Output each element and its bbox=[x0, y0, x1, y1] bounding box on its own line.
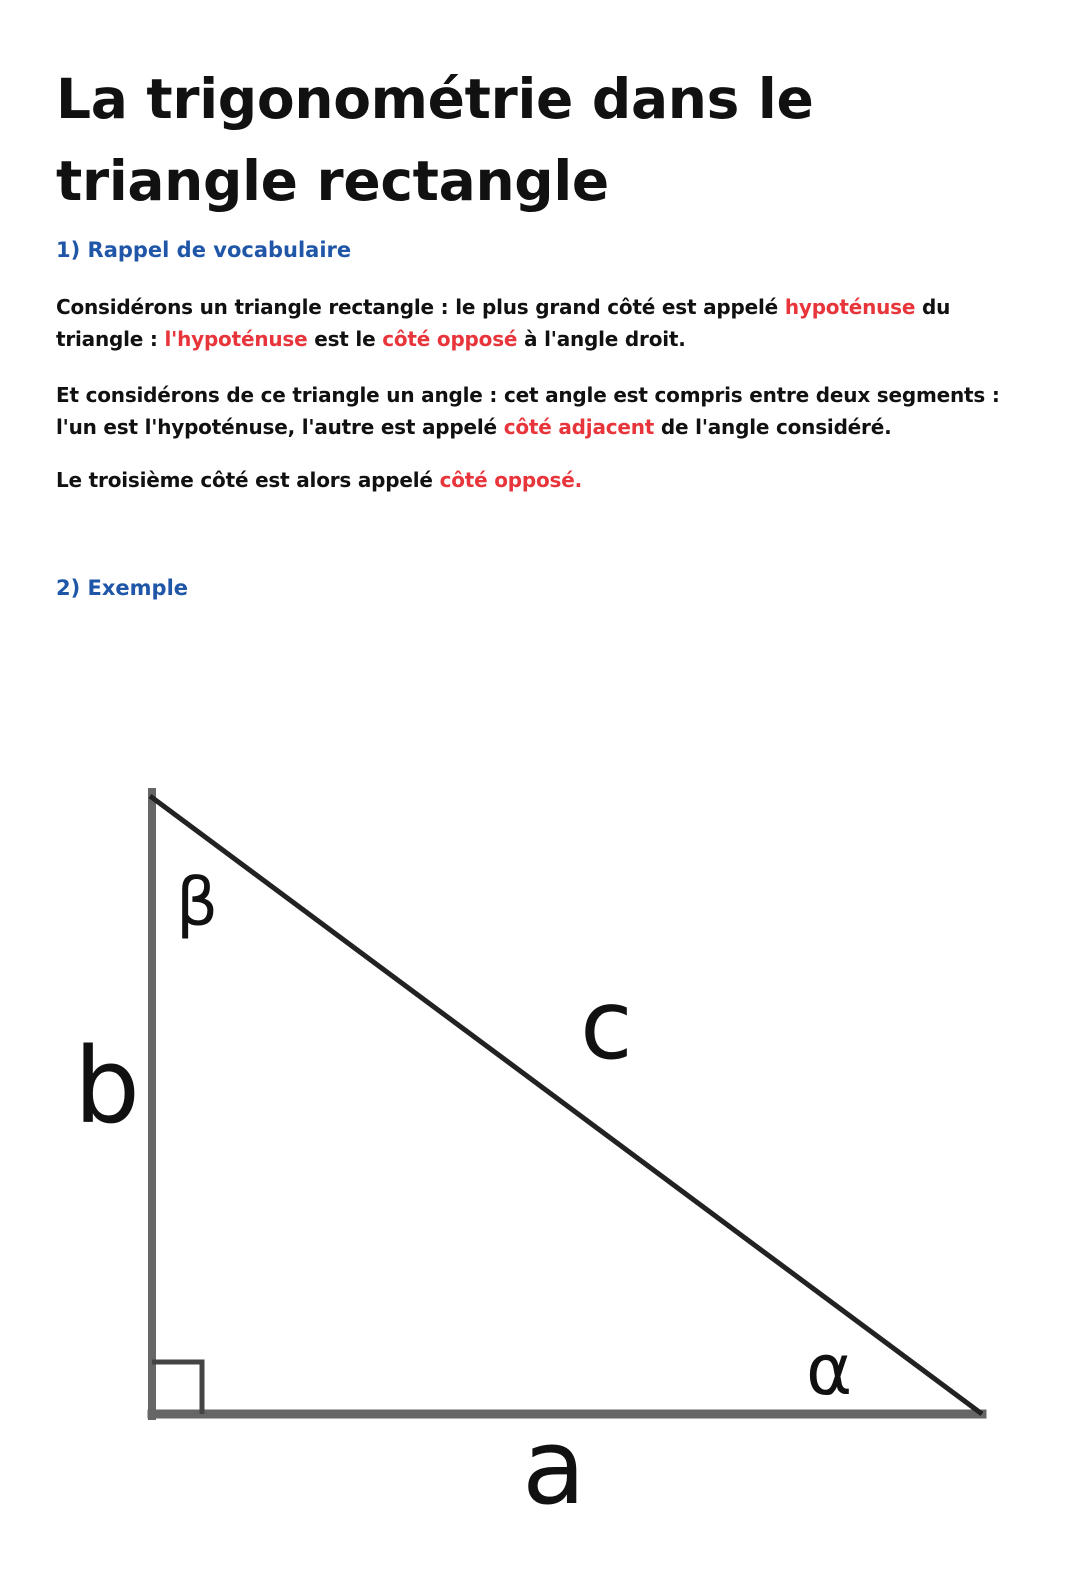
term-hypotenuse-2: l'hypoténuse bbox=[164, 327, 308, 351]
label-c: c bbox=[580, 969, 633, 1081]
label-alpha: α bbox=[806, 1329, 853, 1411]
term-hypotenuse: hypoténuse bbox=[784, 295, 916, 319]
section-heading-vocabulary: 1) Rappel de vocabulaire bbox=[56, 238, 352, 262]
right-angle-marker bbox=[152, 1362, 202, 1414]
term-adjacent-side: côté adjacent bbox=[503, 415, 655, 439]
text-segment: de l'angle considéré. bbox=[654, 415, 892, 439]
paragraph-opposite bbox=[56, 464, 582, 496]
term-opposite-side-2: côté opposé. bbox=[439, 468, 583, 492]
paragraph-adjacent bbox=[56, 379, 1016, 443]
text-segment: du triangle : bbox=[56, 295, 951, 351]
term-opposite-side: côté opposé bbox=[382, 327, 518, 351]
right-triangle-figure bbox=[0, 760, 1080, 1550]
section-heading-example: 2) Exemple bbox=[56, 576, 189, 600]
label-beta: β bbox=[176, 864, 219, 941]
page-title: La trigonométrie dans le triangle rectangle bbox=[56, 67, 814, 213]
label-b: b bbox=[74, 1025, 141, 1147]
document-page bbox=[56, 58, 1016, 600]
text-segment: Le troisième côté est alors appelé bbox=[56, 468, 440, 492]
text-segment: est le bbox=[307, 327, 383, 351]
paragraph-hypotenuse bbox=[56, 291, 1016, 355]
text-segment: Et considérons de ce triangle un angle : cet angle est compris entre deux segments : l'un est l'hypoténuse, l'autre est appelé bbox=[56, 383, 1000, 439]
label-a: a bbox=[522, 1406, 586, 1528]
text-segment: Considérons un triangle rectangle : le plus grand côté est appelé bbox=[56, 295, 785, 319]
text-segment: à l'angle droit. bbox=[517, 327, 686, 351]
hypotenuse-c-line bbox=[150, 796, 982, 1414]
